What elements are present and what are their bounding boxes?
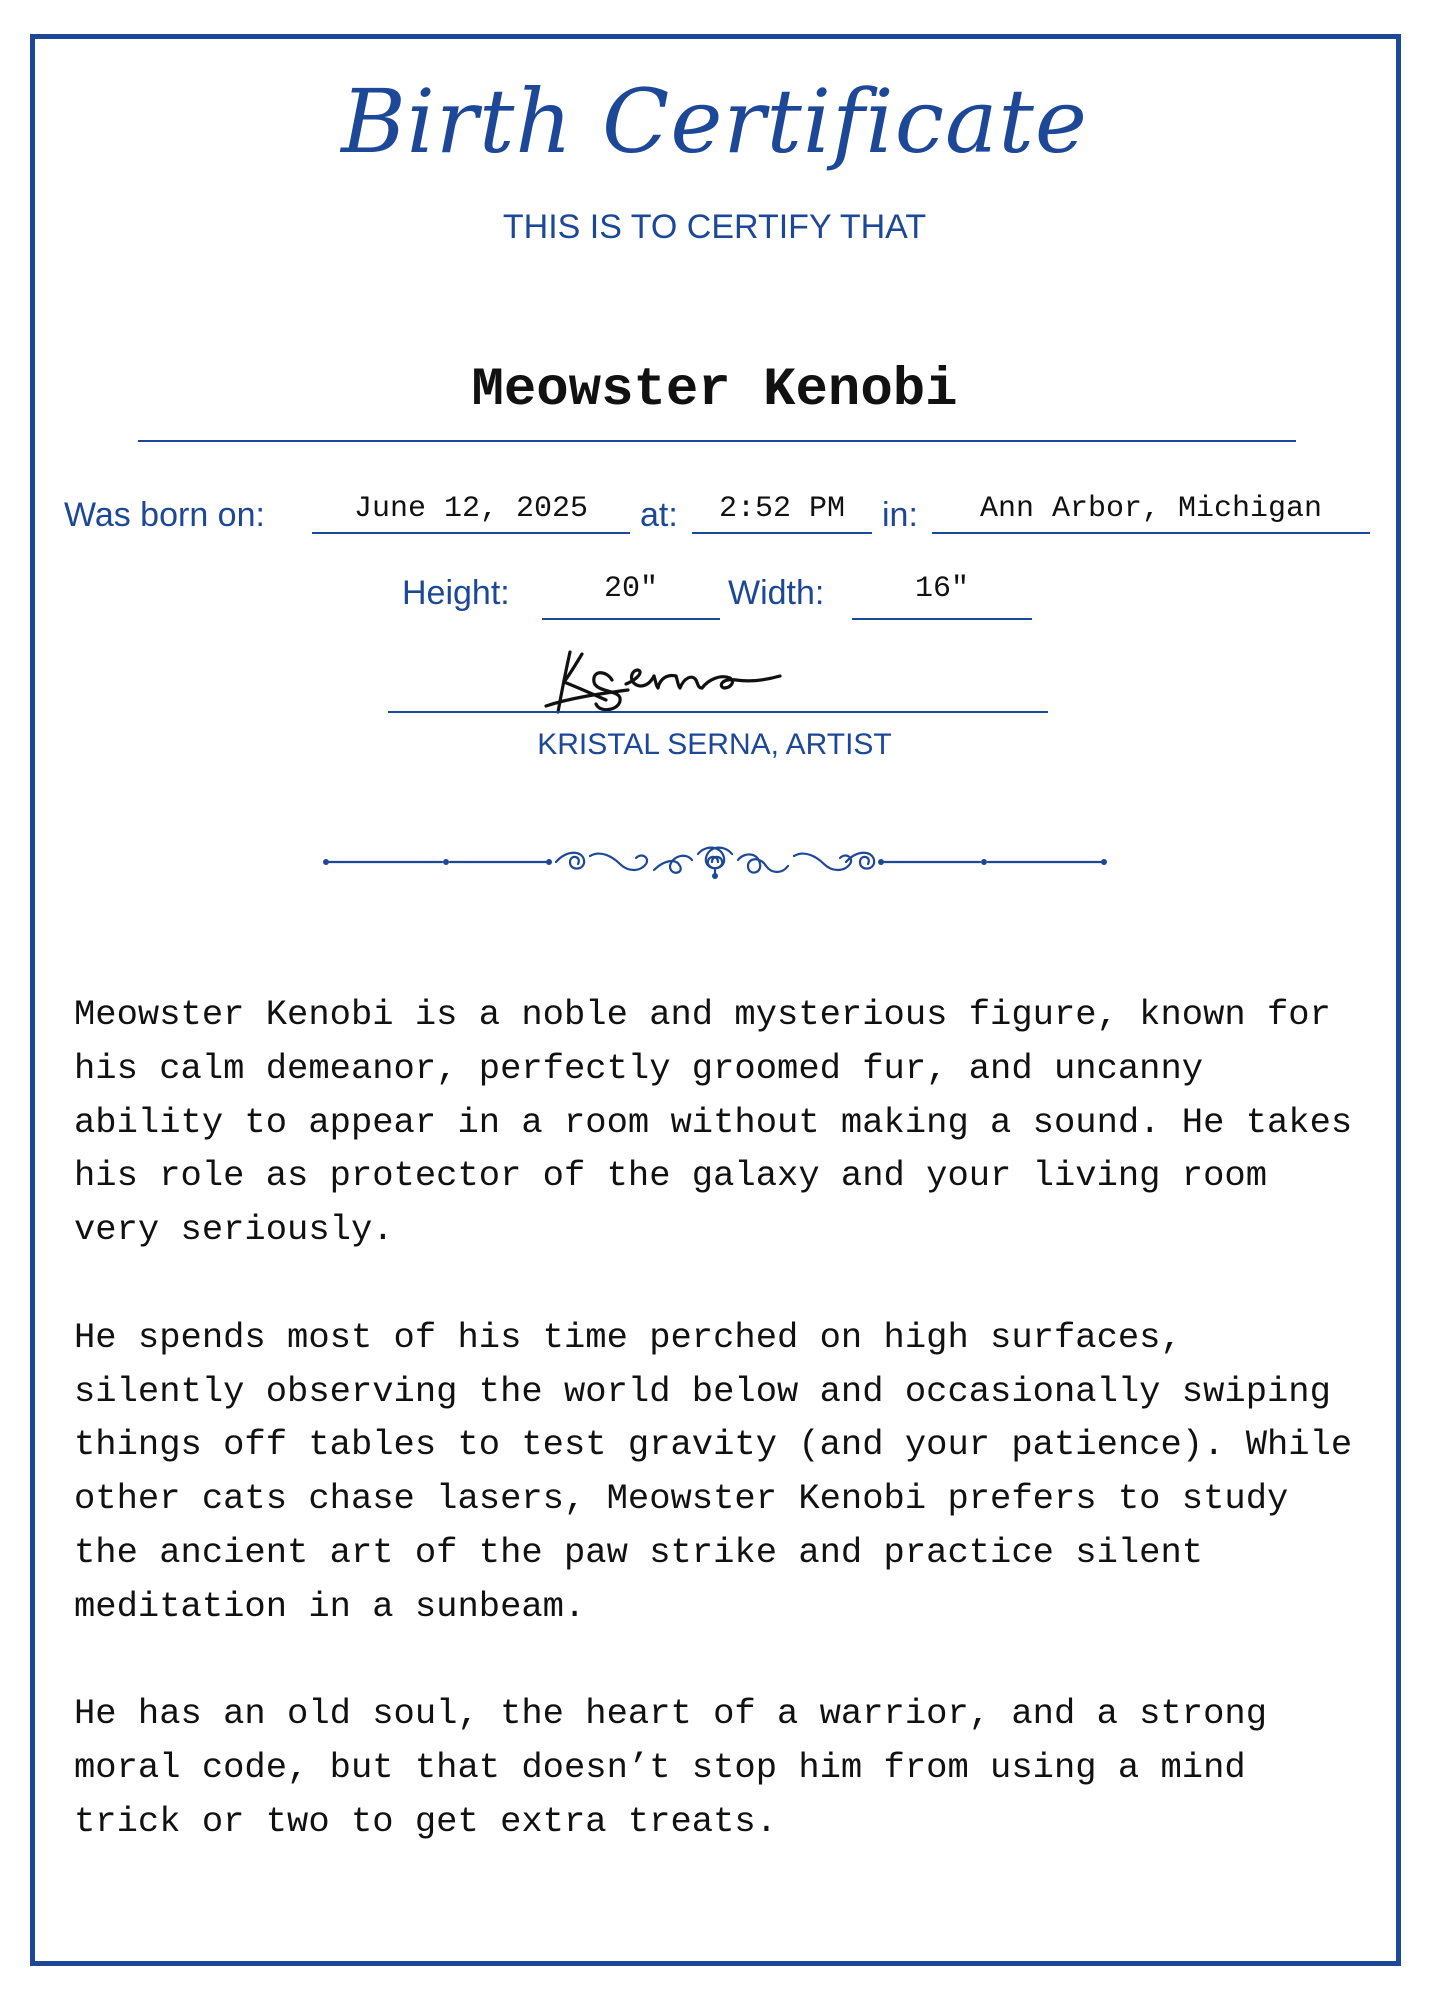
in-label: in: — [882, 496, 918, 534]
artist-name: KRISTAL SERNA, ARTIST — [537, 728, 892, 761]
width-field: 16" — [852, 574, 1032, 620]
signature-line — [388, 711, 1048, 713]
bio-text — [74, 988, 1364, 1903]
certificate-title: Birth Certificate — [341, 70, 1088, 173]
birth-time-field: 2:52 PM — [692, 494, 872, 534]
bio-paragraph-1: Meowster Kenobi is a noble and mysterious figure, known for his calm demeanor, perfectly groomed fur, and uncanny ability to appear in a room without making a sound. He takes his role as protector of the galaxy and your living room very seriously. — [74, 994, 1353, 1251]
width-label: Width: — [728, 574, 825, 612]
certify-subtitle: THIS IS TO CERTIFY THAT — [502, 208, 927, 246]
cat-name: Meowster Kenobi — [471, 360, 958, 421]
at-label: at: — [640, 496, 678, 534]
born-date-field: June 12, 2025 — [312, 494, 630, 534]
bio-paragraph-3: He has an old soul, the heart of a warrior, and a strong moral code, but that doesn’t stop him from using a mind trick or two to get extra treats. — [74, 1693, 1267, 1842]
artist-signature — [540, 640, 800, 720]
birth-place-field: Ann Arbor, Michigan — [932, 494, 1370, 534]
born-label: Was born on: — [64, 496, 265, 534]
name-underline — [138, 440, 1296, 442]
height-field: 20" — [542, 574, 720, 620]
bio-paragraph-2: He spends most of his time perched on high surfaces, silently observing the world below and occasionally swiping things off tables to test gravity (and your patience). While other cats chase lasers, Meowster Kenobi prefers to study the ancient art of the paw strike and practice silent meditation in a sunbeam. — [74, 1316, 1353, 1627]
height-label: Height: — [402, 574, 510, 612]
ornament-divider — [320, 836, 1110, 886]
